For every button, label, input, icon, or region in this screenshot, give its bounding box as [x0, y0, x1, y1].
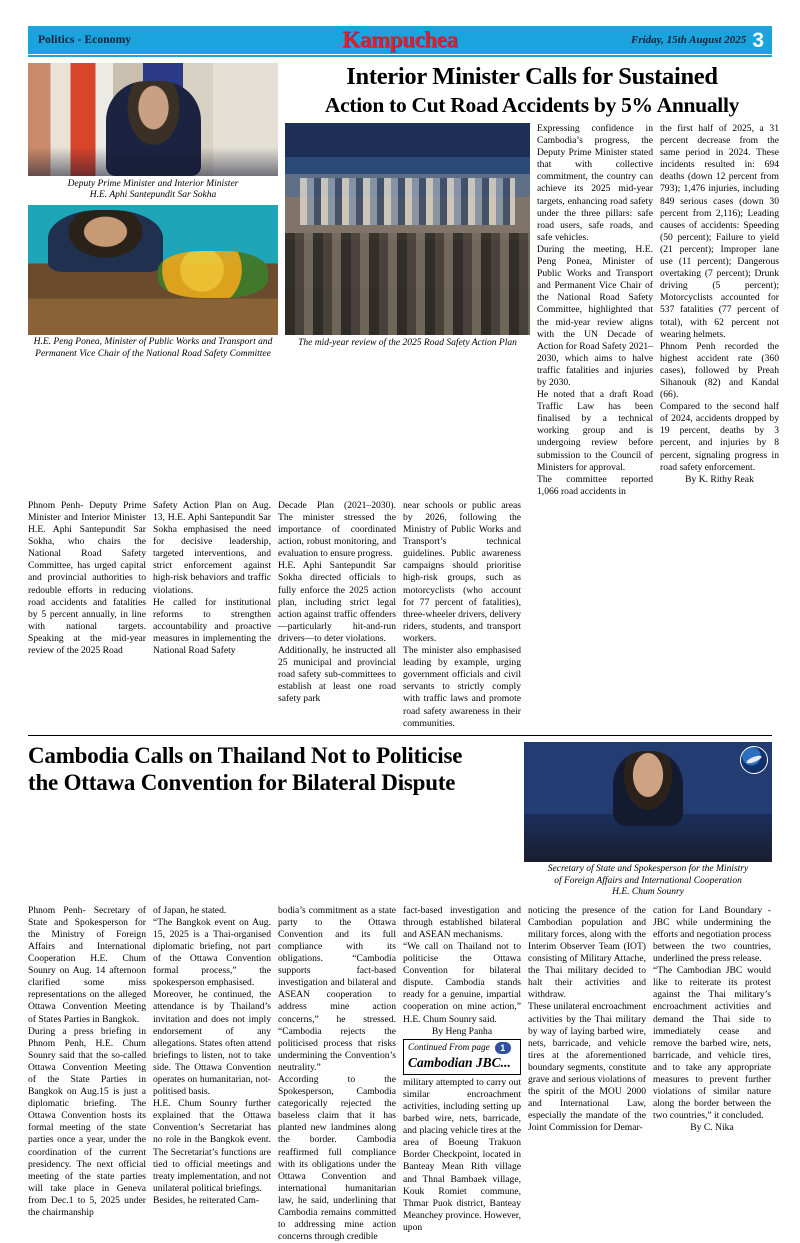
photo-peng-ponea-podium	[28, 205, 278, 335]
article1-left-photo-stack	[28, 63, 278, 498]
article-ottawa-convention	[28, 742, 772, 1243]
paragraph: According to the Spokesperson, Cambodia categorically rejected the baseless claim that it has planted new landmines along the border. Cambodia reaffirmed full compliance with its obligations under the Ottawa Convention and international humanitarian law, he said, underlining that Cambodia remains committed to addressing mine action concerns through credible	[278, 1074, 396, 1243]
article2-columns	[28, 905, 772, 1243]
paragraph: During a press briefing in Phnom Penh, H.E. Chum Sounry said that the so-called Ottawa Convention Meeting of the State Parties in Bangkok on Aug.15 is just a diplomatic briefing. The Ottawa Convention hosts its formal meeting of the state parties once a year, under the coordination of the current presidency. The next official meeting of the state parties will take place in Geneva from Dec.1 to 5, 2025 under the chairmanship	[28, 1025, 146, 1219]
paragraph: cation for Land Boundary - JBC while undermining the efforts and negotiation process between the two countries, underlined the press release.	[653, 904, 771, 965]
paragraph: Decade Plan (2021–2030). The minister stressed the importance of coordinated action, robust monitoring, and evaluation to ensure progress.	[278, 499, 396, 560]
paragraph: The committee reported 1,066 road accidents in	[537, 473, 653, 497]
photo-caption-sar-sokha	[28, 176, 278, 205]
photo-caption-meeting-hall: The mid-year review of the 2025 Road Safety Action Plan	[298, 337, 517, 348]
article2-col-1	[28, 905, 146, 1243]
paragraph: Safety Action Plan on Aug. 13, H.E. Aphi Santepundit Sar Sokha emphasised the need for decisive leadership, targeted interventions, and strict enforcement against high-risk behaviors and traffic violations.	[153, 499, 271, 596]
paragraph: H.E. Aphi Santepundit Sar Sokha directed officials to fully enforce the 2025 action plan, including strict legal action against traffic offenders—particularly hit-and-run drivers—to deter violations.	[278, 560, 396, 644]
photo-chum-sounry-press-wrap	[524, 742, 772, 862]
article1-byline: By K. Rithy Reak	[685, 473, 754, 485]
paragraph: military attempted to carry out similar encroachment activities, including setting up barbed wire, nets, barricade, and placing vehicle tires at the area of Boeung Trakuon Border Checkpoint, located in Banteay Mean Rith village and Thnal Bambaek village, Kouk Romiet commune, Thmar Puok district, Banteay Meanchey province. However, upon	[403, 1076, 521, 1233]
paragraph: Compared to the second half of 2024, accidents dropped by 19 percent, deaths by 3 percent, and injuries by 8 percent, signaling progress in road safety enforcement.	[660, 401, 779, 473]
continued-from-line	[408, 1042, 516, 1054]
article1-col-2	[153, 500, 271, 730]
headline-line-1: Cambodia Calls on Thailand Not to Politicise	[28, 742, 463, 768]
caption-line-1: Deputy Prime Minister and Interior Minister	[67, 178, 239, 189]
photo-meeting-hall	[285, 123, 530, 335]
masthead-right	[631, 30, 764, 51]
article1-hall-photo-block	[285, 123, 530, 498]
article1-top-block	[28, 63, 779, 498]
paragraph: the first half of 2025, a 31 percent decrease from the same period in 2024. These incidents resulted in: 694 deaths (down 12 percent from 793); 1,476 injuries, including 849 serious cases (down 30 percent from 2,116); Leading causes of accidents: Speeding (50 percent); Failure to yield (21 percent); Improper lane use (11 percent); Dangerous overtaking (7 percent); Drunk driving (5 percent); Motorcyclists accounted for 537 fatalities (77 percent of total), with 62 percent not wearing helmets.	[660, 123, 779, 340]
paragraph: H.E. Chum Sounry further explained that the Ottawa Convention’s Secretariat has no role in the Bangkok event. The Secretariat’s functions are tied to official meetings and treaty implementation, and not unilateral political briefings.	[153, 1098, 271, 1194]
paragraph: Besides, he reiterated Cam-	[153, 1194, 260, 1206]
photo-caption-chum-sounry	[524, 862, 772, 902]
paragraph: Moreover, he continued, the attendance is by Thailand’s invitation and does not imply endorsement of any allegations. States often attend briefings to listen, not to take side. The Ottawa Convention operates on humanitarian, not-politised basis.	[153, 989, 271, 1098]
article1-lower-columns	[28, 500, 772, 730]
article1-col-spacer	[528, 500, 771, 730]
headline-line-1: Interior Minister Calls for Sustained	[346, 63, 718, 90]
photo-chum-sounry-press	[524, 742, 772, 862]
caption-line-1: Secretary of State and Spokesperson for the Ministry	[547, 864, 749, 875]
newspaper-page	[0, 26, 800, 1243]
article2-byline-left: By Heng Panha	[431, 1025, 493, 1037]
article2-byline-right: By C. Nika	[690, 1122, 734, 1134]
paragraph: He noted that a draft Road Traffic Law has been finalised by a technical working group and is undergoing review before submission to the Council of Ministers for approval.	[537, 389, 653, 473]
article1-right-block	[285, 63, 779, 498]
caption-line-3: H.E. Chum Sounry	[612, 887, 684, 898]
paragraph: Phnom Penh recorded the highest accident rate (360 cases), followed by Preah Sihanouk (82) and Kandal (66).	[660, 340, 779, 401]
paragraph: noticing the presence of the Cambodian population and military forces, along with the Interim Observer Team (IOT) consisting of Military Attache, the Thai military decided to halt their activities and withdraw.	[528, 904, 646, 1001]
photo-caption-peng-ponea: H.E. Peng Ponea, Minister of Public Works and Transport and Permanent Vice Chair of the National Road Safety Committee	[33, 337, 273, 359]
paragraph: Expressing confidence in Cambodia’s progress, the Deputy Prime Minister stated that with collective commitment, the country can achieve its 2025 mid-year targets, enhancing road safety under the three pillars: safe road users, safe roads, and safe vehicles.	[537, 123, 653, 243]
article1-headline	[285, 63, 779, 119]
article1-hall-and-cols	[285, 123, 779, 498]
article1-col-3	[278, 500, 396, 730]
article2-col-5	[528, 905, 646, 1243]
paragraph: fact-based investigation and through established bilateral and ASEAN mechanisms.	[403, 904, 521, 940]
article2-col-4	[403, 905, 521, 1243]
paragraph: Phnom Penh- Deputy Prime Minister and Interior Minister H.E. Aphi Santepundit Sar Sokha, who chairs the National Road Safety Committee, has urged capital and provincial authorities to redouble efforts in reducing road accidents and fatalities by 5 percent annually, in line with national targets. Speaking at the mid-year review of the 2025 Road	[28, 499, 146, 657]
continued-story-title[interactable]: Cambodian JBC...	[408, 1054, 511, 1070]
article1-col-4	[403, 500, 521, 730]
article1-bottom-rule	[28, 735, 772, 736]
article2-col-2	[153, 905, 271, 1243]
paragraph: The minister also emphasised leading by example, urging government officials and civil servants to strictly comply with traffic laws and promote road safety awareness in their communities.	[403, 645, 521, 729]
masthead	[28, 26, 772, 54]
continued-from-label: Continued From page	[408, 1042, 490, 1053]
article1-col-6	[660, 123, 779, 498]
photo-sar-sokha-flags	[28, 63, 278, 176]
caption-line-2: of Foreign Affairs and International Cooperation	[554, 875, 742, 886]
headline-line-2: Action to Cut Road Accidents by 5% Annually	[324, 93, 740, 117]
paragraph: These unilateral encroachment activities by the Thai military by way of laying barbed wire, nets, barricade, and vehicle tires at the aforementioned boundary segments, constitute grave and serious violations of the spirit of the MOU 2000 and International Law, especially the mandate of the Joint Commission for Demar-	[528, 1001, 646, 1134]
article2-head-row	[28, 742, 772, 902]
paragraph: Additionally, he instructed all 25 municipal and provincial road safety sub-committees to establish at least one road safety park	[278, 645, 396, 705]
article1-col-5	[537, 123, 653, 498]
continued-from-box[interactable]	[403, 1039, 521, 1075]
article2-headline	[28, 742, 516, 796]
paragraph: “The Bangkok event on Aug. 15, 2025 is a Thai-organised diplomatic briefing, not part of the Ottawa Convention formal process,” the spokesperson emphasised.	[153, 916, 271, 989]
page-number: 3	[752, 28, 764, 52]
paragraph: “We call on Thailand not to politicise the Ottawa Convention for bilateral dispute. Cambodia stands ready for a genuine, impartial cooperation on mine action,” H.E. Chum Sounry said.	[403, 940, 521, 1025]
article2-col-6	[653, 905, 771, 1243]
section-label: Politics - Economy	[38, 34, 132, 46]
article2-photo-column	[524, 742, 772, 902]
broadcaster-logo-icon	[740, 746, 768, 774]
headline-line-2: the Ottawa Convention for Bilateral Dispute	[28, 769, 456, 795]
continued-page-badge: 1	[495, 1042, 511, 1054]
paragraph: Phnom Penh- Secretary of State and Spokesperson for the Ministry of Foreign Affairs and International Cooperation H.E. Chum Sounry on Aug. 14 afternoon clarified some miss representations on the alleged Ottawa Convention Meeting of States Parties in Bangkok.	[28, 904, 146, 1025]
issue-date: Friday, 15th August 2025	[630, 34, 747, 46]
paragraph: He called for institutional reforms to strengthen accountability and proactive measures in implementing the National Road Safety	[153, 596, 271, 657]
paragraph: bodia’s commitment as a state party to the Ottawa Convention and its full compliance with its obligations. “Cambodia supports fact-based investigation and bilateral and ASEAN cooperation to address mine action concerns,” he stressed. “Cambodia rejects the politicised process that risks undermining the Convention’s neutrality.”	[278, 904, 396, 1073]
paragraph: “The Cambodian JBC would like to reiterate its protest against the Thai military’s encroachment activities and demand the Thai side to immediately cease and remove the barbed wire, nets, barricade, and vehicle tires, and to take any appropriate measures to prevent further violations of similar nature along the border between the two countries,” it concluded.	[653, 965, 771, 1122]
article-road-safety	[28, 63, 779, 736]
caption-line-2: H.E. Aphi Santepundit Sar Sokha	[89, 190, 217, 200]
paragraph: of Japan, he stated.	[153, 904, 227, 916]
article2-col-3	[278, 905, 396, 1243]
article1-col-1	[28, 500, 146, 730]
paragraph: near schools or public areas by 2026, following the Ministry of Public Works and Transport’s technical guidelines. Public awareness campaigns should prioritise high-risk groups, such as motorcyclists (who account for 77 percent of fatalities), three-wheeler drivers, delivery riders, students, and transport workers.	[403, 499, 521, 644]
paragraph: During the meeting, H.E. Peng Ponea, Minister of Public Works and Transport and Permanent Vice Chair of the National Road Safety Committee, highlighted that the mid-year review aligns with the UN Decade of Action for Road Safety 2021–2030, which aims to halve traffic fatalities and injuries by 2030.	[537, 243, 653, 388]
paper-name: Kampuchea	[342, 27, 458, 52]
